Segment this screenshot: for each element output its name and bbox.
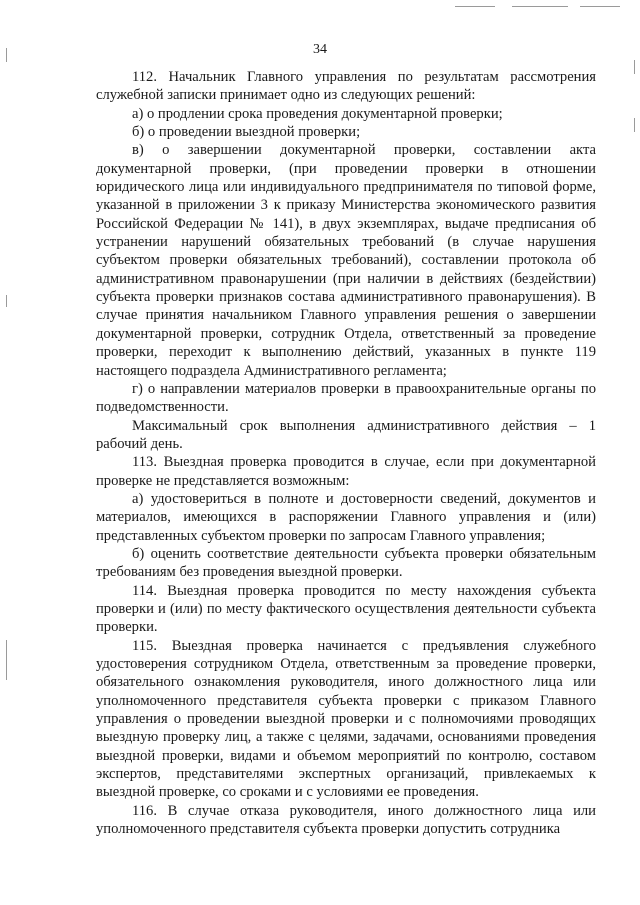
paragraph-112-item-g: г) о направлении материалов проверки в правоохранительные органы по подведомственности.	[96, 380, 596, 416]
paragraph-113: 113. Выездная проверка проводится в случае, если при документарной проверке не представляется возможным:	[96, 454, 596, 489]
scan-artifact-left-mark-3	[6, 640, 7, 680]
paragraph-112: 112. Начальник Главного управления по результатам рассмотрения служебной записки принимает одно из следующих решений:	[96, 69, 596, 104]
paragraph-113-item-a: а) удостовериться в полноте и достоверности сведений, документов и материалов, имеющихся в распоряжении Главного управления и (или) представленных субъектом проверки по запросам Главного управления;	[96, 490, 596, 544]
paragraph-max-term: Максимальный срок выполнения административного действия – 1 рабочий день.	[96, 417, 596, 452]
paragraph-112-item-a: а) о продлении срока проведения документарной проверки;	[132, 105, 503, 122]
document-body	[96, 68, 596, 838]
scan-artifact-right-mark-1	[634, 60, 635, 74]
paragraph-115: 115. Выездная проверка начинается с предъявления служебного удостоверения сотрудником Отдела, ответственным за проведение проверки, обязательного ознакомления руководителя, иного должностного лица или уполномоченного представителя субъекта проверки с приказом Главного управления о проведении выездной проверки и с полномочиями проводящих выездную проверку лиц, а также с целями, задачами, основаниями проведения выездной проверки, видами и объемом мероприятий по контролю, составом экспертов, представителями экспертных организаций, привлекаемых к выездной проверке, со сроками и с условиями ее проведения.	[96, 637, 596, 801]
paragraph-112-item-v: в) о завершении документарной проверки, составлении акта документарной проверки, (при проведении проверки в отношении юридического лица или индивидуального предпринимателя по типовой форме, указанной в приложении 3 к приказу Министерства экономического развития Российской Федерации № 141), в двух экземплярах, выдаче предписания об устранении нарушений обязательных требований (в случае нарушения субъектом проверки обязательных требований), составлении протокола об административном правонарушении (при наличии в действиях (бездействии) субъекта проверки признаков состава административного правонарушения). В случае принятия начальником Главного управления решения о завершении документарной проверки, сотрудник Отдела, ответственный за проведение проверки, переходит к выполнению действий, указанных в пункте 119 настоящего подраздела Административного регламента;	[96, 142, 596, 379]
paragraph-114: 114. Выездная проверка проводится по месту нахождения субъекта проверки и (или) по месту фактического осуществления деятельности субъекта проверки.	[96, 582, 596, 636]
scan-artifact-top-line-3	[580, 6, 620, 7]
paragraph-116: 116. В случае отказа руководителя, иного должностного лица или уполномоченного представителя субъекта проверки допустить сотрудника	[96, 802, 596, 838]
scan-artifact-top-line-2	[512, 6, 568, 7]
scan-artifact-top-line-1	[455, 6, 495, 7]
scan-artifact-left-mark-2	[6, 295, 7, 307]
page-number: 34	[313, 42, 327, 57]
paragraph-113-item-b: б) оценить соответствие деятельности субъекта проверки обязательным требованиям без проведения выездной проверки.	[96, 545, 596, 581]
scan-artifact-right-mark-2	[634, 118, 635, 132]
paragraph-112-item-b: б) о проведении выездной проверки;	[132, 124, 361, 141]
